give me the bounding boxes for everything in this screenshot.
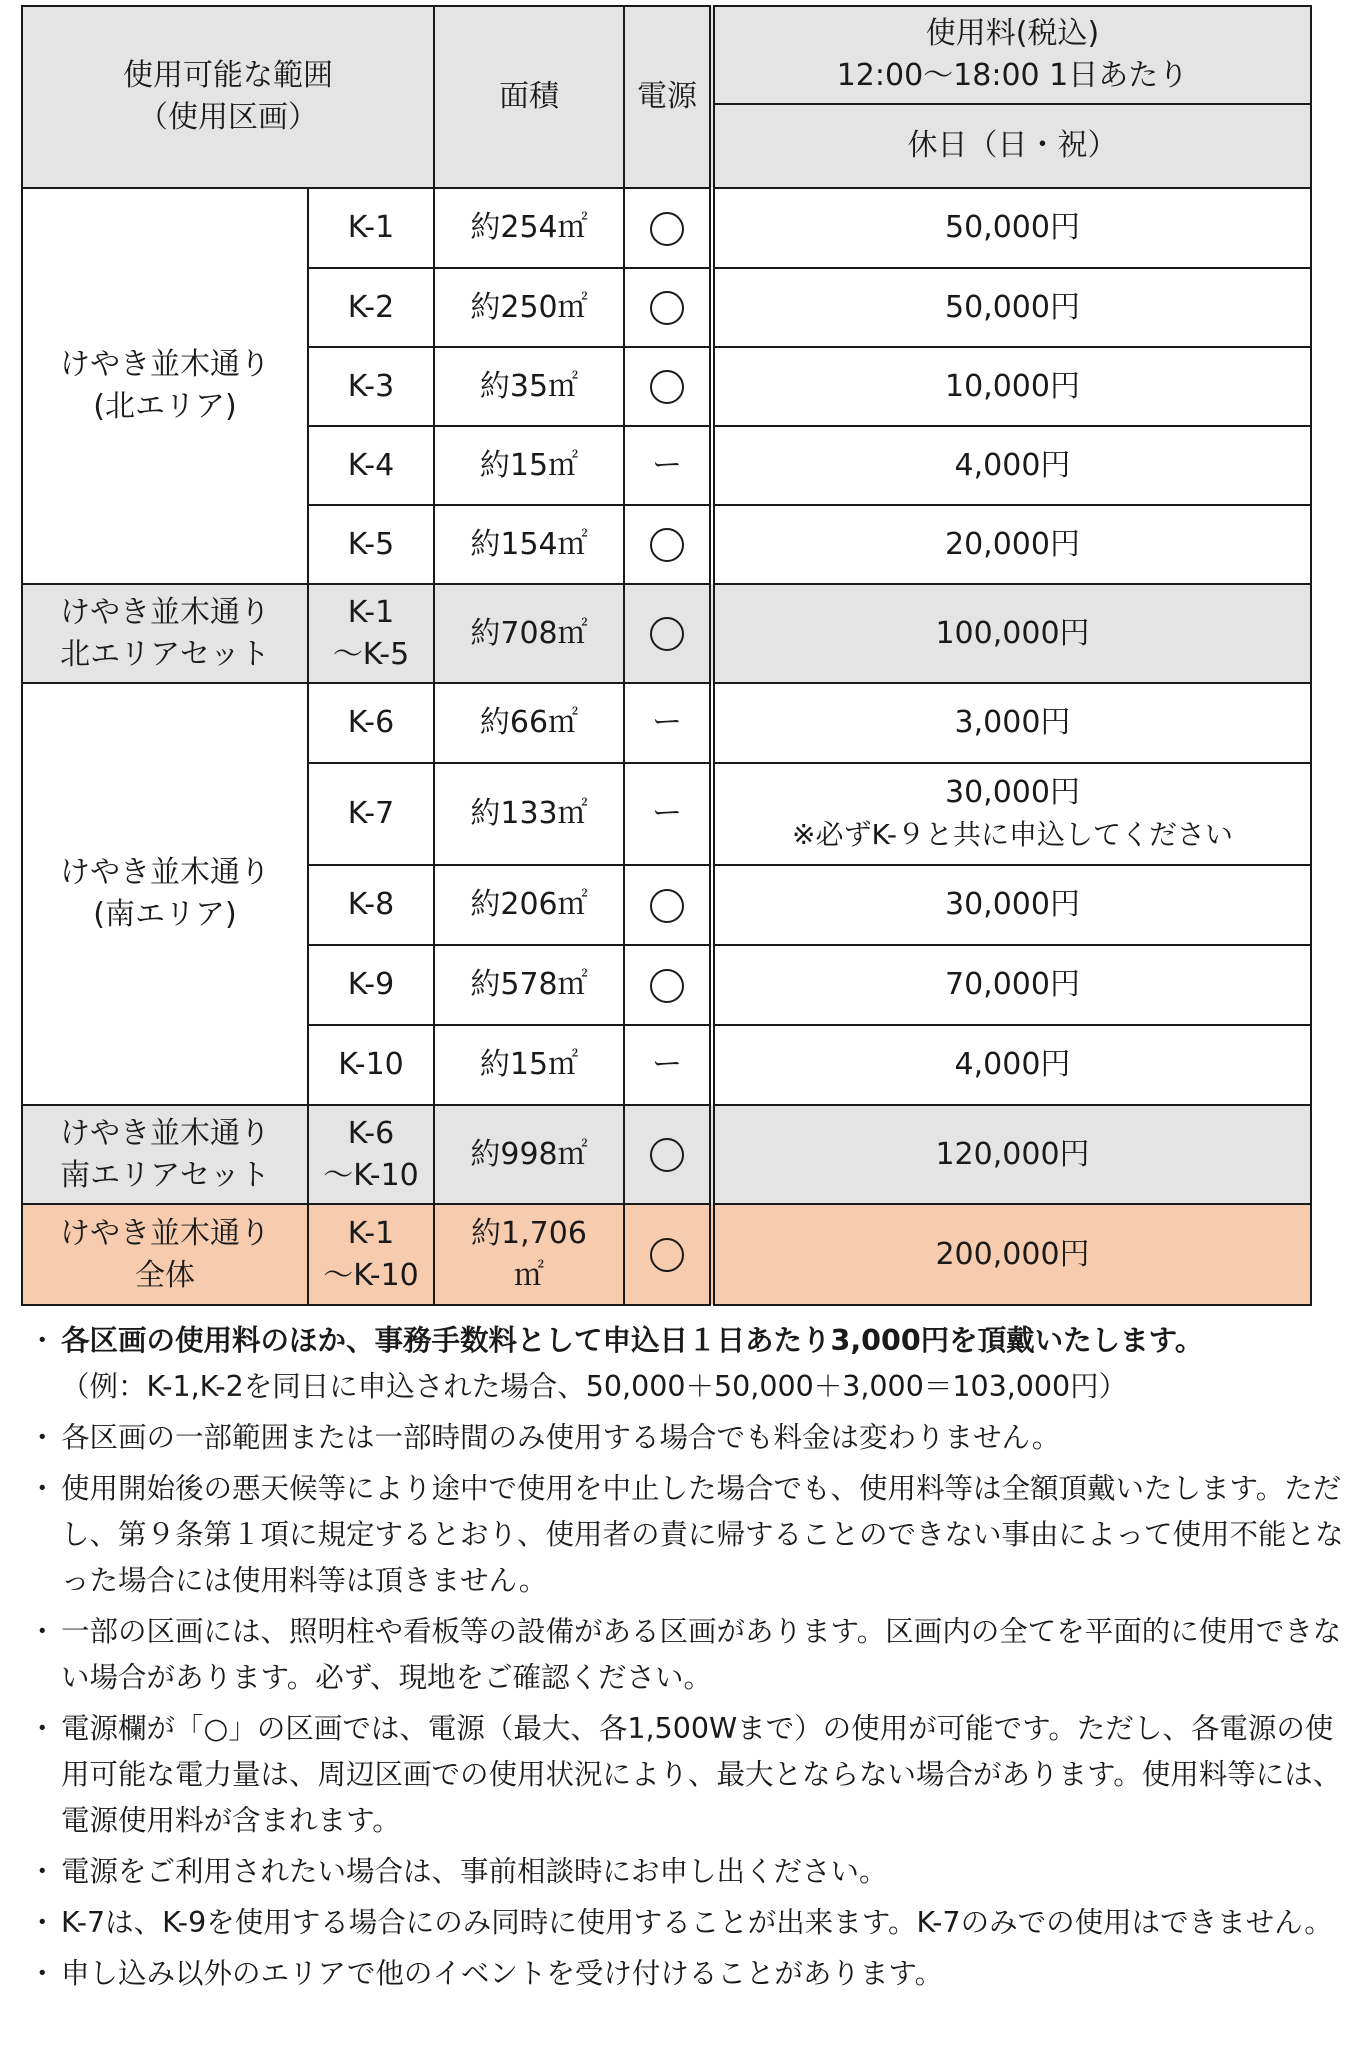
table-row: [22, 1105, 1311, 1204]
section-area: 約133㎡: [434, 763, 624, 865]
section-fee: 3,000円: [712, 683, 1311, 763]
bullet: ・: [28, 1957, 57, 1990]
circle-icon: [650, 370, 684, 404]
section-area: 約15㎡: [434, 1025, 624, 1105]
section-id: K-10: [308, 1025, 434, 1105]
section-fee: 20,000円: [712, 505, 1311, 584]
section-area: 約1,706 ㎡: [434, 1204, 624, 1305]
section-area: 約15㎡: [434, 426, 624, 505]
circle-icon: [650, 528, 684, 562]
section-fee-value: 30,000円: [945, 775, 1080, 810]
bullet: ・: [28, 1472, 57, 1505]
note-item: [28, 1706, 1348, 1844]
bullet: ・: [28, 1855, 57, 1888]
header-range-sub: （使用区画）: [138, 100, 318, 135]
header-range-label: 使用可能な範囲: [123, 58, 333, 93]
section-fee: 30,000円: [712, 865, 1311, 945]
bullet: ・: [28, 1906, 57, 1939]
note-text: 電源をご利用されたい場合は、事前相談時にお申し出ください。: [61, 1855, 888, 1888]
section-area: 約708㎡: [434, 584, 624, 683]
note-item: [28, 1609, 1348, 1701]
section-fee: 50,000円: [712, 188, 1311, 268]
section-id: K-9: [308, 945, 434, 1025]
power-mark: [624, 188, 712, 268]
section-id: K-1 ～K-5: [308, 584, 434, 683]
header-holiday: 休日（日・祝）: [712, 104, 1311, 188]
section-id: K-6: [308, 683, 434, 763]
circle-icon: [650, 212, 684, 246]
power-mark: [624, 268, 712, 347]
power-mark: [624, 865, 712, 945]
power-mark: [624, 1105, 712, 1204]
section-fee: 100,000円: [712, 584, 1311, 683]
note-text: 一部の区画には、照明柱や看板等の設備がある区画があります。区画内の全てを平面的に使用できない場合があります。必ず、現地をご確認ください。: [61, 1615, 1342, 1694]
note-text: K-7は、K-9を使用する場合にのみ同時に使用することが出来ます。K-7のみでの使用はできません。: [61, 1906, 1333, 1939]
table-row: [22, 188, 1311, 268]
section-area: 約578㎡: [434, 945, 624, 1025]
note-text: 各区画の一部範囲または一部時間のみ使用する場合でも料金は変わりません。: [61, 1421, 1061, 1454]
group-south-set: けやき並木通り 南エリアセット: [22, 1105, 308, 1204]
note-text: 電源欄が「○」の区画では、電源（最大、各1,500Wまで）の使用が可能です。ただし、各電源の使用可能な電力量は、周辺区画での使用状況により、最大とならない場合があります。使用料等には、電源使用料が含まれます。: [61, 1712, 1342, 1837]
header-power: 電源: [624, 6, 712, 188]
section-id: K-2: [308, 268, 434, 347]
section-fee: 120,000円: [712, 1105, 1311, 1204]
bullet: ・: [28, 1615, 57, 1648]
power-mark: [624, 1204, 712, 1305]
power-mark: ー: [624, 683, 712, 763]
group-all: けやき並木通り 全体: [22, 1204, 308, 1305]
section-area: 約998㎡: [434, 1105, 624, 1204]
table-row: [22, 683, 1311, 763]
power-mark: ー: [624, 763, 712, 865]
bullet: ・: [28, 1324, 57, 1357]
header-fee-title: 使用料(税込): [925, 16, 1100, 51]
power-mark: ー: [624, 1025, 712, 1105]
fee-table: [21, 5, 1312, 1306]
power-mark: [624, 347, 712, 426]
section-area: 約206㎡: [434, 865, 624, 945]
circle-icon: [650, 617, 684, 651]
section-area: 約254㎡: [434, 188, 624, 268]
note-item: [28, 1951, 1348, 1997]
section-fee-note: ※必ずK-９と共に申込してください: [792, 818, 1233, 851]
note-item: [28, 1849, 1348, 1895]
table-row: [22, 584, 1311, 683]
section-fee: 200,000円: [712, 1204, 1311, 1305]
note-text: 各区画の使用料のほか、事務手数料として申込日１日あたり3,000円を頂戴いたします。: [61, 1324, 1204, 1357]
section-id: K-8: [308, 865, 434, 945]
section-id: K-1 ～K-10: [308, 1204, 434, 1305]
circle-icon: [650, 1138, 684, 1172]
section-id: K-1: [308, 188, 434, 268]
circle-icon: [650, 969, 684, 1003]
header-fee-time: 12:00～18:00 1日あたり: [836, 58, 1189, 93]
section-fee: 4,000円: [712, 426, 1311, 505]
section-area: 約35㎡: [434, 347, 624, 426]
section-fee: [712, 763, 1311, 865]
circle-icon: [650, 1238, 684, 1272]
bullet: ・: [28, 1712, 57, 1745]
section-id: K-7: [308, 763, 434, 865]
section-fee: 70,000円: [712, 945, 1311, 1025]
note-text: 申し込み以外のエリアで他のイベントを受け付けることがあります。: [61, 1957, 944, 1990]
circle-icon: [650, 291, 684, 325]
note-example: （例：K-1,K-2を同日に申込された場合、50,000＋50,000＋3,000＝103,000円）: [61, 1370, 1128, 1403]
note-item: [28, 1900, 1348, 1946]
power-mark: [624, 505, 712, 584]
section-fee: 4,000円: [712, 1025, 1311, 1105]
group-north-set: けやき並木通り 北エリアセット: [22, 584, 308, 683]
bullet: ・: [28, 1421, 57, 1454]
header-fee: [712, 6, 1311, 104]
note-text: 使用開始後の悪天候等により途中で使用を中止した場合でも、使用料等は全額頂戴いたします。ただし、第９条第１項に規定するとおり、使用者の責に帰することのできない事由によって使用不能となった場合には使用料等は頂きません。: [61, 1472, 1344, 1597]
section-id: K-4: [308, 426, 434, 505]
note-item: [28, 1466, 1348, 1604]
header-range: [22, 6, 434, 188]
power-mark: ー: [624, 426, 712, 505]
note-item: [28, 1318, 1348, 1410]
section-fee: 50,000円: [712, 268, 1311, 347]
section-id: K-5: [308, 505, 434, 584]
group-north: けやき並木通り (北エリア): [22, 188, 308, 584]
power-mark: [624, 584, 712, 683]
section-id: K-6 ～K-10: [308, 1105, 434, 1204]
note-item: [28, 1415, 1348, 1461]
section-area: 約154㎡: [434, 505, 624, 584]
section-fee: 10,000円: [712, 347, 1311, 426]
section-area: 約250㎡: [434, 268, 624, 347]
section-area: 約66㎡: [434, 683, 624, 763]
circle-icon: [650, 889, 684, 923]
power-mark: [624, 945, 712, 1025]
notes-list: [28, 1318, 1348, 2002]
section-id: K-3: [308, 347, 434, 426]
table-row: [22, 1204, 1311, 1305]
header-area: 面積: [434, 6, 624, 188]
group-south: けやき並木通り (南エリア): [22, 683, 308, 1105]
